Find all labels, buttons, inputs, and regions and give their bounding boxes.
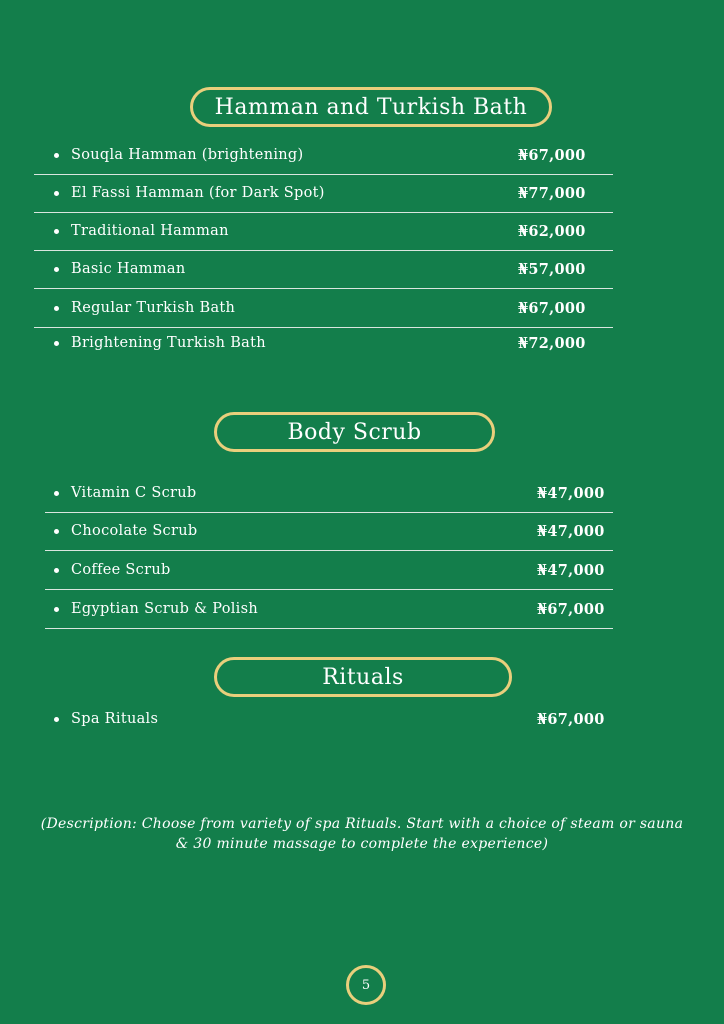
item-name: Coffee Scrub [71, 562, 171, 578]
list-item [45, 513, 613, 551]
item-name: Souqla Hamman (brightening) [71, 147, 304, 163]
list-item [34, 137, 613, 175]
item-price: ₦57,000 [518, 261, 586, 278]
bullet-icon [54, 229, 59, 234]
item-price: ₦67,000 [537, 711, 605, 728]
bullet-icon [54, 717, 59, 722]
item-name: Regular Turkish Bath [71, 300, 236, 316]
item-name: Chocolate Scrub [71, 523, 198, 539]
page-number: 5 [346, 965, 386, 1005]
list-item [34, 290, 613, 328]
item-name: Vitamin C Scrub [71, 485, 197, 501]
item-price: ₦47,000 [537, 562, 605, 579]
list-item [45, 591, 613, 629]
list-item [34, 213, 613, 251]
list-item [45, 552, 613, 590]
item-name: El Fassi Hamman (for Dark Spot) [71, 185, 325, 201]
item-name: Brightening Turkish Bath [71, 335, 266, 351]
list-item [45, 701, 613, 739]
item-price: ₦67,000 [537, 601, 605, 618]
section-title-body-scrub: Body Scrub [214, 412, 495, 452]
item-name: Egyptian Scrub & Polish [71, 601, 258, 617]
section-title-hamman: Hamman and Turkish Bath [190, 87, 552, 127]
bullet-icon [54, 341, 59, 346]
item-name: Spa Rituals [71, 711, 159, 727]
bullet-icon [54, 306, 59, 311]
list-item [34, 325, 613, 363]
item-price: ₦77,000 [518, 185, 586, 202]
bullet-icon [54, 153, 59, 158]
bullet-icon [54, 491, 59, 496]
section-title-rituals: Rituals [214, 657, 512, 697]
item-price: ₦72,000 [518, 335, 586, 352]
bullet-icon [54, 529, 59, 534]
bullet-icon [54, 267, 59, 272]
item-price: ₦47,000 [537, 485, 605, 502]
item-price: ₦47,000 [537, 523, 605, 540]
list-item [45, 475, 613, 513]
list-item [34, 175, 613, 213]
bullet-icon [54, 607, 59, 612]
item-price: ₦62,000 [518, 223, 586, 240]
item-name: Traditional Hamman [71, 223, 229, 239]
item-name: Basic Hamman [71, 261, 186, 277]
item-price: ₦67,000 [518, 147, 586, 164]
rituals-description: (Description: Choose from variety of spa Rituals. Start with a choice of steam or sauna & 30 minute massage to complete the experience) [40, 816, 684, 852]
item-price: ₦67,000 [518, 300, 586, 317]
bullet-icon [54, 191, 59, 196]
bullet-icon [54, 568, 59, 573]
list-item [34, 251, 613, 289]
